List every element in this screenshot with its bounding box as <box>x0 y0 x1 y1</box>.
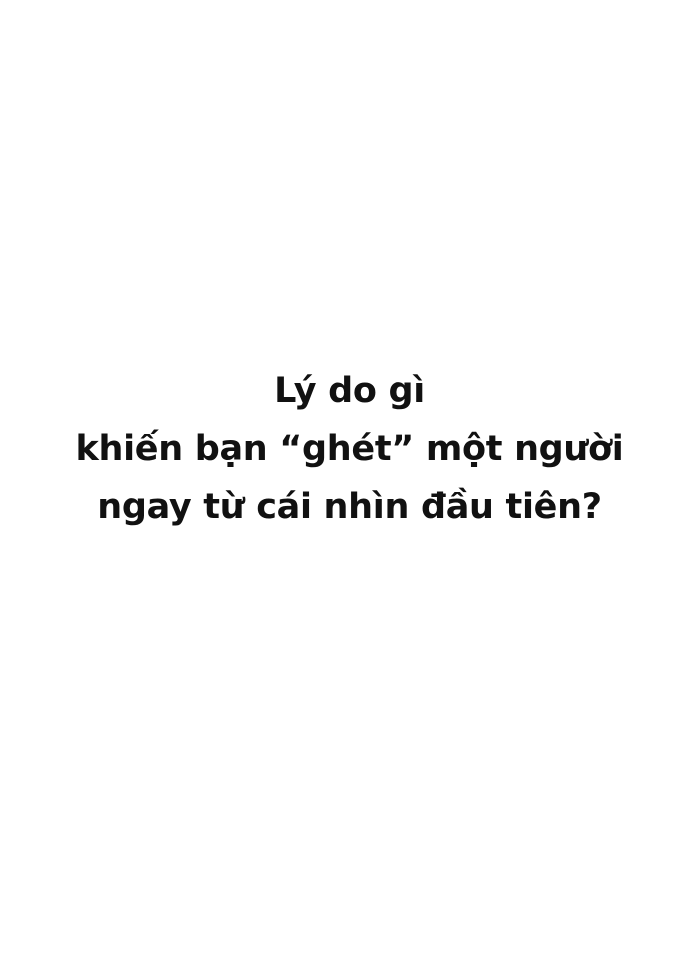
question-line-3: ngay từ cái nhìn đầu tiên? <box>97 487 602 527</box>
question-text <box>0 362 699 536</box>
question-line-2: khiến bạn “ghét” một người <box>75 429 624 469</box>
question-line-1: Lý do gì <box>274 371 425 411</box>
